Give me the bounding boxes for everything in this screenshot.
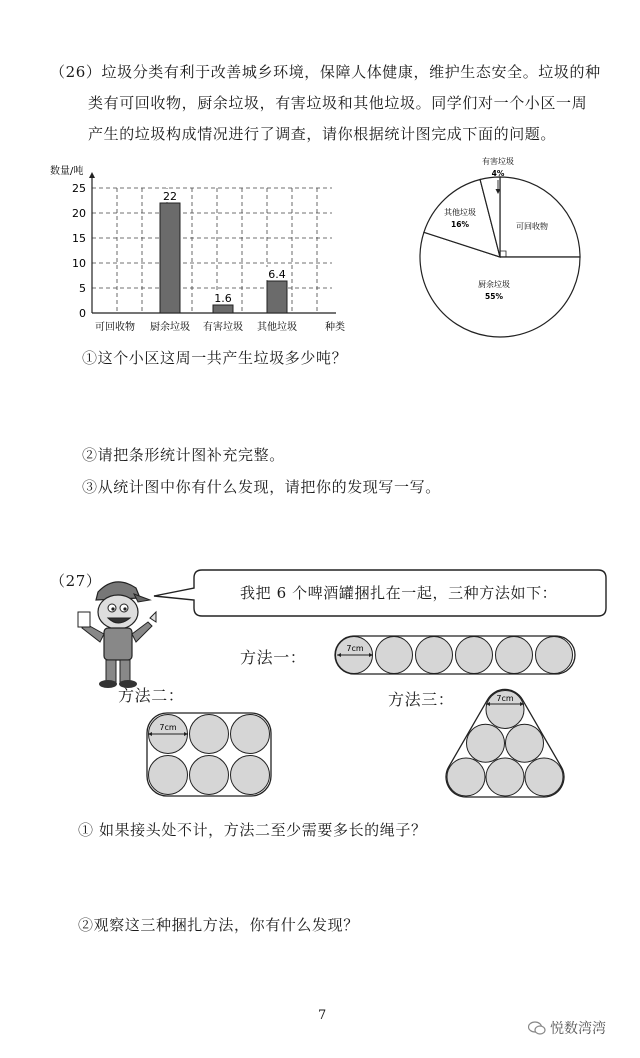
can xyxy=(231,756,270,795)
bar-ytick-label: 10 xyxy=(72,257,86,270)
pie-label: 其他垃圾 xyxy=(444,208,476,217)
bar-有害垃圾 xyxy=(213,305,233,313)
pie-label: 可回收物 xyxy=(516,222,548,231)
bar-ytick-label: 15 xyxy=(72,232,86,245)
pie-label: 有害垃圾 xyxy=(482,157,514,166)
bar-ytick-label: 25 xyxy=(72,182,86,195)
bar-y-axis-arrow xyxy=(89,172,95,178)
q26-number: （26） xyxy=(50,63,102,81)
bar-category-label: 厨余垃圾 xyxy=(150,322,190,333)
pie-chart-slices xyxy=(420,177,580,337)
q26-sub2: ②请把条形统计图补充完整。 xyxy=(82,446,285,464)
bar-xlabel: 种类 xyxy=(325,322,345,333)
bar-chart-labels xyxy=(50,164,345,333)
method3-diagram xyxy=(438,680,572,802)
method2-label: 方法二： xyxy=(118,686,185,705)
can xyxy=(416,637,453,674)
watermark-text: 悦数湾湾 xyxy=(550,1021,606,1037)
q26-sub1: ①这个小区这周一共产生垃圾多少吨？ xyxy=(82,349,348,367)
pie-slice-可回收物 xyxy=(500,177,580,257)
bar-ylabel: 数量/吨 xyxy=(50,166,84,177)
bar-category-label: 其他垃圾 xyxy=(257,322,297,333)
q26-intro-line1: 垃圾分类有利于改善城乡环境，保障人体健康，维护生态安全。垃圾的种 xyxy=(101,63,601,81)
method3-cans xyxy=(447,690,563,796)
can xyxy=(149,756,188,795)
q27-number: （27） xyxy=(50,572,102,590)
can xyxy=(506,724,544,762)
method2-diagram xyxy=(142,710,280,806)
wechat-icon xyxy=(528,1021,546,1035)
q26-intro xyxy=(50,57,610,88)
can xyxy=(486,758,524,796)
can xyxy=(536,637,573,674)
can xyxy=(190,715,229,754)
can xyxy=(525,758,563,796)
q26-intro-line3: 产生的垃圾构成情况进行了调查，请你根据统计图完成下面的问题。 xyxy=(88,125,557,143)
can xyxy=(376,637,413,674)
can xyxy=(456,637,493,674)
can xyxy=(231,715,270,754)
bar-厨余垃圾 xyxy=(160,203,180,313)
can xyxy=(447,758,485,796)
bar-category-label: 可回收物 xyxy=(95,322,135,333)
bar-ytick-label: 5 xyxy=(79,282,86,295)
bar-value-label: 22 xyxy=(163,190,177,203)
method1-diameter-label: 7cm xyxy=(346,644,364,653)
q26-sub3: ③从统计图中你有什么发现，请把你的发现写一写。 xyxy=(82,478,441,496)
method1-label: 方法一： xyxy=(240,648,307,667)
bar-category-label: 有害垃圾 xyxy=(203,322,243,333)
pie-percent-label: 4% xyxy=(491,169,505,178)
can xyxy=(496,637,533,674)
q26-intro-line2: 类有可回收物，厨余垃圾，有害垃圾和其他垃圾。同学们对一个小区一周 xyxy=(88,94,588,112)
pie-label: 厨余垃圾 xyxy=(478,280,510,289)
q27-sub1: ① 如果接头处不计，方法二至少需要多长的绳子？ xyxy=(78,821,427,839)
bar-ytick-label: 20 xyxy=(72,207,86,220)
bar-其他垃圾 xyxy=(267,281,287,313)
can xyxy=(190,756,229,795)
pie-chart xyxy=(410,150,590,350)
bar-value-label: 1.6 xyxy=(214,292,232,305)
bar-chart xyxy=(40,158,370,340)
bar-value-label: 6.4 xyxy=(268,268,286,281)
speech-text: 我把 6 个啤酒罐捆扎在一起，三种方法如下： xyxy=(240,584,558,602)
bar-ytick-label: 0 xyxy=(79,307,86,320)
method3-label: 方法三： xyxy=(388,690,455,709)
watermark xyxy=(528,1018,606,1038)
method2-diameter-label: 7cm xyxy=(159,723,177,732)
method3-diameter-label: 7cm xyxy=(496,694,514,703)
pie-percent-label: 55% xyxy=(485,292,503,301)
can xyxy=(467,724,505,762)
method1-diagram xyxy=(330,632,580,680)
page-number: 7 xyxy=(318,1008,327,1023)
pie-percent-label: 16% xyxy=(451,220,469,229)
q27-sub2: ②观察这三种捆扎方法，你有什么发现？ xyxy=(78,916,359,934)
